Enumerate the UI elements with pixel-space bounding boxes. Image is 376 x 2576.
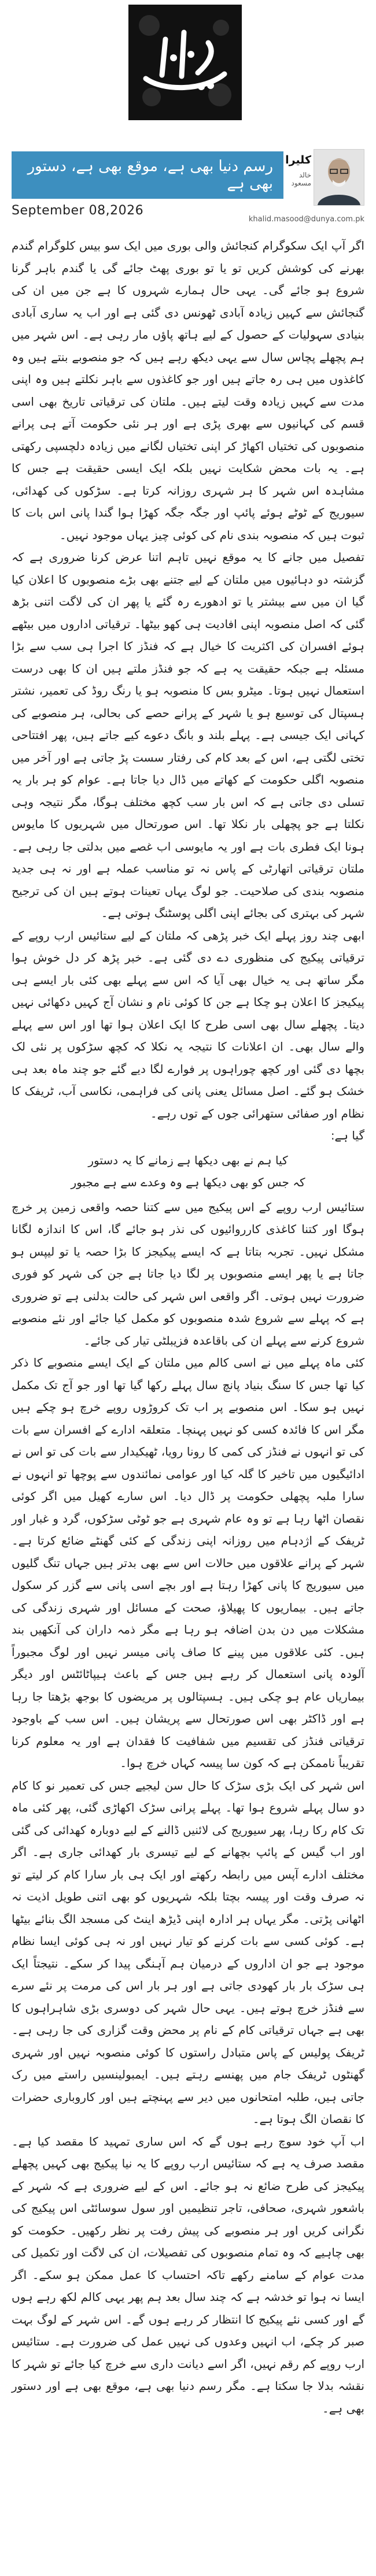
author-email: khalid.masood@dunya.com.pk (248, 215, 364, 224)
columnist-photo (314, 149, 364, 206)
article-paragraph-1: اگر آپ ایک سکوگرام کنجائش والی بوری میں ایک سو بیس کلوگرام گندم بھرنے کی کوشش کریں تو یا تو بوری پھٹ جائے گی یا گندم باہر گرنا شروع ہو جائے گی۔ یہی حال ہمارے شہروں کا ہے جن میں ان کی گنجائش سے کہیں زیادہ آبادی ٹھونس دی گئی ہے اور اب یہ ساری آبادی بنیادی سہولیات کے حصول کے لیے ہاتھ پاؤں مار رہی ہے۔ اس شہر میں ہم پچھلے پچاس سال سے یہی دیکھ رہے ہیں کہ جو منصوبے بنتے ہیں وہ کاغذوں میں ہی رہ جاتے ہیں اور جو کاغذوں سے باہر نکلتے ہیں وہ اپنی مدت سے کہیں زیادہ وقت لیتے ہیں۔ ملتان کی ترقیاتی تاریخ بھی اسی قسم کی کہانیوں سے بھری پڑی ہے اور ہر نئی حکومت آتے ہی پرانے منصوبوں کی تختیاں اکھاڑ کر اپنی تختیاں لگانے میں زیادہ دلچسپی رکھتی ہے۔ یہ بات محض شکایت نہیں بلکہ ایک ایسی حقیقت ہے جس کا مشاہدہ اس شہر کا ہر شہری روزانہ کرتا ہے۔ سڑکوں کی کھدائی، سیوریج کے ٹوٹے ہوئے پائپ اور جگہ جگہ کھڑا ہوا گندا پانی اس بات کا ثبوت ہیں کہ منصوبہ بندی نام کی کوئی چیز یہاں موجود نہیں۔ (12, 239, 364, 542)
headline-banner (12, 151, 283, 199)
headline: رسم دنیا بھی ہے، موقع بھی ہے، دستور بھی ہے (27, 158, 273, 192)
columnist-portrait-icon (314, 150, 364, 205)
article-paragraph-3: ابھی چند روز پہلے ایک خبر پڑھی کہ ملتان کے لیے ستائیس ارب روپے کے ترقیاتی پیکیج کی منظوری دے دی گئی ہے۔ خبر پڑھ کر دل خوش ہوا مگر ساتھ ہی یہ خیال بھی آیا کہ اس سے پہلے بھی کئی بار ایسے ہی پیکیجز کا اعلان ہو چکا ہے جن کا کوئی نام و نشان آج کہیں دکھائی نہیں دیتا۔ پچھلے سال بھی اسی طرح کا ایک اعلان ہوا تھا اور اس سے پہلے والے سال بھی۔ ان اعلانات کا نتیجہ یہ نکلا کہ کچھ سڑکوں پر نئی لک بچھا دی گئی اور کچھ چوراہوں پر فوارے لگا دیے گئے جو چند ماہ بعد ہی خشک ہو گئے۔ اصل مسائل یعنی پانی کی فراہمی، نکاسی آب، ٹریفک کا نظام اور صفائی ستھرائی جوں کے توں رہے۔ (12, 928, 364, 1120)
article-paragraph-7: اس شہر کی ایک بڑی سڑک کا حال سن لیجیے جس کی تعمیر نو کا کام دو سال پہلے شروع ہوا تھا۔ پہلے پرانی سڑک اکھاڑی گئی، پھر کئی ماہ تک کام رکا رہا، پھر سیوریج کی لائنیں ڈالنے کے لیے دوبارہ کھدائی کی گئی اور اب گیس کے پائپ بچھانے کے لیے تیسری بار کھدائی جاری ہے۔ اگر مختلف ادارے آپس میں رابطہ رکھتے اور ایک ہی بار سارا کام کر لیتے تو نہ صرف وقت اور پیسہ بچتا بلکہ شہریوں کو بھی اتنی طویل اذیت نہ اٹھانی پڑتی۔ مگر یہاں ہر ادارہ اپنی ڈیڑھ اینٹ کی مسجد الگ بنائے بیٹھا ہے۔ کوئی کسی سے بات کرنے کو تیار نہیں اور نہ ہی کوئی ایسا نظام موجود ہے جو ان اداروں کے درمیان ہم آہنگی پیدا کر سکے۔ نتیجتاً ایک ہی سڑک بار بار کھودی جاتی ہے اور ہر بار اس کی مرمت پر نئے سرے سے فنڈز خرچ ہوتے ہیں۔ یہی حال شہر کی دوسری بڑی شاہراہوں کا بھی ہے جہاں ترقیاتی کام کے نام پر محض وقت گزاری کی جا رہی ہے۔ ٹریفک پولیس کے پاس متبادل راستوں کا کوئی منصوبہ نہیں اور شہری گھنٹوں ٹریفک جام میں پھنسے رہتے ہیں۔ ایمبولینسیں راستے میں رک جاتی ہیں، طلبہ امتحانوں میں دیر سے پہنچتے ہیں اور کاروباری حضرات کا نقصان الگ ہوتا ہے۔ (12, 1778, 365, 2126)
article-paragraph-4: گیا ہے: (330, 1129, 364, 1142)
article-paragraph-2: تفصیل میں جانے کا یہ موقع نہیں تاہم اتنا عرض کرنا ضروری ہے کہ گزشتہ دو دہائیوں میں ملتان کے لیے جتنے بھی بڑے منصوبوں کا اعلان کیا گیا ان میں سے بیشتر یا تو ادھورے رہ گئے یا پھر ان کی لاگت اتنی بڑھ گئی کہ اصل منصوبہ اپنی افادیت ہی کھو بیٹھا۔ ترقیاتی اداروں میں بیٹھے ہوئے افسران کی اکثریت کا خیال ہے کہ فنڈز کا اجرا ہی سب سے بڑا مسئلہ ہے جبکہ حقیقت یہ ہے کہ جو فنڈز ملتے ہیں ان کا بھی درست استعمال نہیں ہوتا۔ میٹرو بس کا منصوبہ ہو یا رنگ روڈ کی تعمیر، نشتر ہسپتال کی توسیع ہو یا شہر کے پرانے حصے کی بحالی، ہر منصوبے کی کہانی ایک جیسی ہے۔ پہلے بلند و بانگ دعوے کیے جاتے ہیں، پھر افتتاحی تختی لگتی ہے، اس کے بعد کام کی رفتار سست پڑ جاتی ہے اور آخر میں منصوبہ اگلی حکومت کے کھاتے میں ڈال دیا جاتا ہے۔ عوام کو ہر بار یہ تسلی دی جاتی ہے کہ اس بار سب کچھ مختلف ہوگا، مگر نتیجہ وہی نکلتا ہے جو پچھلی بار نکلا تھا۔ اس صورتحال میں شہریوں کا مایوس ہونا ایک فطری بات ہے اور یہ مایوسی اب غصے میں بدلتی جا رہی ہے۔ ملتان ترقیاتی اتھارٹی کے پاس نہ تو مناسب عملہ ہے اور نہ ہی جدید منصوبہ بندی کی صلاحیت۔ جو لوگ یہاں تعینات ہوتے ہیں ان کی ترجیح شہر کی بہتری کی بجائے اپنی اگلی پوسٹنگ ہوتی ہے۔ (12, 550, 364, 920)
publish-date: September 08,2026 (12, 203, 144, 218)
dunya-logo (128, 5, 242, 120)
article-paragraph-5: ستائیس ارب روپے کے اس پیکیج میں سے کتنا حصہ واقعی زمین پر خرچ ہوگا اور کتنا کاغذی کارروائیوں کی نذر ہو جائے گا، اس کا اندازہ لگانا مشکل نہیں۔ تجربہ بتاتا ہے کہ ایسے پیکیجز کا بڑا حصہ یا تو لیپس ہو جاتا ہے یا پھر ایسے منصوبوں پر لگا دیا جاتا ہے جن کی شہر کو فوری ضرورت نہیں ہوتی۔ اگر واقعی اس شہر کی حالت بدلنی ہے تو ضروری ہے کہ پہلے سے شروع شدہ منصوبوں کو مکمل کیا جائے اور نئے منصوبے شروع کرنے سے پہلے ان کی باقاعدہ فزیبلٹی تیار کی جائے۔ (12, 1200, 364, 1348)
dunya-calligraphy-logo-icon (128, 5, 242, 120)
article-body (12, 235, 364, 2419)
masthead (0, 0, 376, 144)
poem-line-1: کیا ہم نے بھی دیکھا ہے زمانے کا یہ دستور (88, 1153, 288, 1167)
article-paragraph-6: کئی ماہ پہلے میں نے اسی کالم میں ملتان کے ایک ایسے منصوبے کا ذکر کیا تھا جس کا سنگ بنیاد پانچ سال پہلے رکھا گیا تھا اور جو آج تک مکمل نہیں ہو سکا۔ اس منصوبے پر اب تک کروڑوں روپے خرچ ہو چکے ہیں مگر اس کا فائدہ کسی کو نہیں پہنچا۔ متعلقہ ادارے کے افسران سے بات کی تو انہوں نے فنڈز کی کمی کا رونا رویا، ٹھیکیدار سے بات کی تو اس نے ادائیگیوں میں تاخیر کا گلہ کیا اور عوامی نمائندوں سے پوچھا تو انہوں نے سارا ملبہ پچھلی حکومت پر ڈال دیا۔ اس سارے کھیل میں اگر کوئی نقصان اٹھا رہا ہے تو وہ عام شہری ہے جو ٹوٹی سڑکوں، گرد و غبار اور ٹریفک کے اژدہام میں روزانہ اپنی زندگی کے کئی گھنٹے ضائع کرتا ہے۔ شہر کے پرانے علاقوں میں حالات اس سے بھی بدتر ہیں جہاں تنگ گلیوں میں سیوریج کا پانی کھڑا رہتا ہے اور بچے اسی پانی سے گزر کر سکول جاتے ہیں۔ بیماریوں کا پھیلاؤ، صحت کے مسائل اور شہری زندگی کی مشکلات میں دن بدن اضافہ ہو رہا ہے مگر ذمہ داران کی آنکھیں بند ہیں۔ کئی علاقوں میں پینے کا صاف پانی میسر نہیں اور لوگ مجبوراً آلودہ پانی استعمال کر رہے ہیں جس کے باعث ہیپاٹائٹس اور دیگر بیماریاں عام ہو چکی ہیں۔ ہسپتالوں پر مریضوں کا بوجھ بڑھتا جا رہا ہے اور ڈاکٹر بھی اس صورتحال سے پریشان ہیں۔ اس سب کے باوجود ترقیاتی فنڈز کی تقسیم میں شفافیت کا فقدان ہے اور یہ معلوم کرنا تقریباً ناممکن ہے کہ کون سا پیسہ کہاں خرچ ہوا۔ (12, 1356, 364, 1770)
poem-line-2: کہ جس کو بھی دیکھا ہے وہ وعدے سے ہے مجبور (71, 1175, 305, 1189)
poem-verse (12, 1149, 364, 1194)
author-name: خالد مسعود (291, 171, 311, 187)
column-name: کلیرا (285, 154, 311, 166)
article-paragraph-8: اب آپ خود سوچ رہے ہوں گے کہ اس ساری تمہید کا مقصد کیا ہے۔ مقصد صرف یہ ہے کہ ستائیس ارب روپے کا یہ نیا پیکیج بھی کہیں پچھلے پیکیجز کی طرح ضائع نہ ہو جائے۔ اس کے لیے ضروری ہے کہ شہر کے باشعور شہری، صحافی، تاجر تنظیمیں اور سول سوسائٹی اس پیکیج کی نگرانی کریں اور ہر منصوبے کی پیش رفت پر نظر رکھیں۔ حکومت کو بھی چاہیے کہ وہ تمام منصوبوں کی تفصیلات، ان کی لاگت اور تکمیل کی مدت عوام کے سامنے رکھے تاکہ احتساب کا عمل ممکن ہو سکے۔ اگر ایسا نہ ہوا تو خدشہ ہے کہ چند سال بعد ہم پھر یہی کالم لکھ رہے ہوں گے اور کسی نئے پیکیج کا انتظار کر رہے ہوں گے۔ اس شہر کے لوگ بہت صبر کر چکے، اب انہیں وعدوں کی نہیں عمل کی ضرورت ہے۔ ستائیس ارب روپے کم رقم نہیں، اگر اسے دیانت داری سے خرچ کیا جائے تو شہر کا نقشہ بدلا جا سکتا ہے۔ مگر رسم دنیا بھی ہے، موقع بھی ہے اور دستور بھی ہے۔ (12, 2134, 364, 2415)
